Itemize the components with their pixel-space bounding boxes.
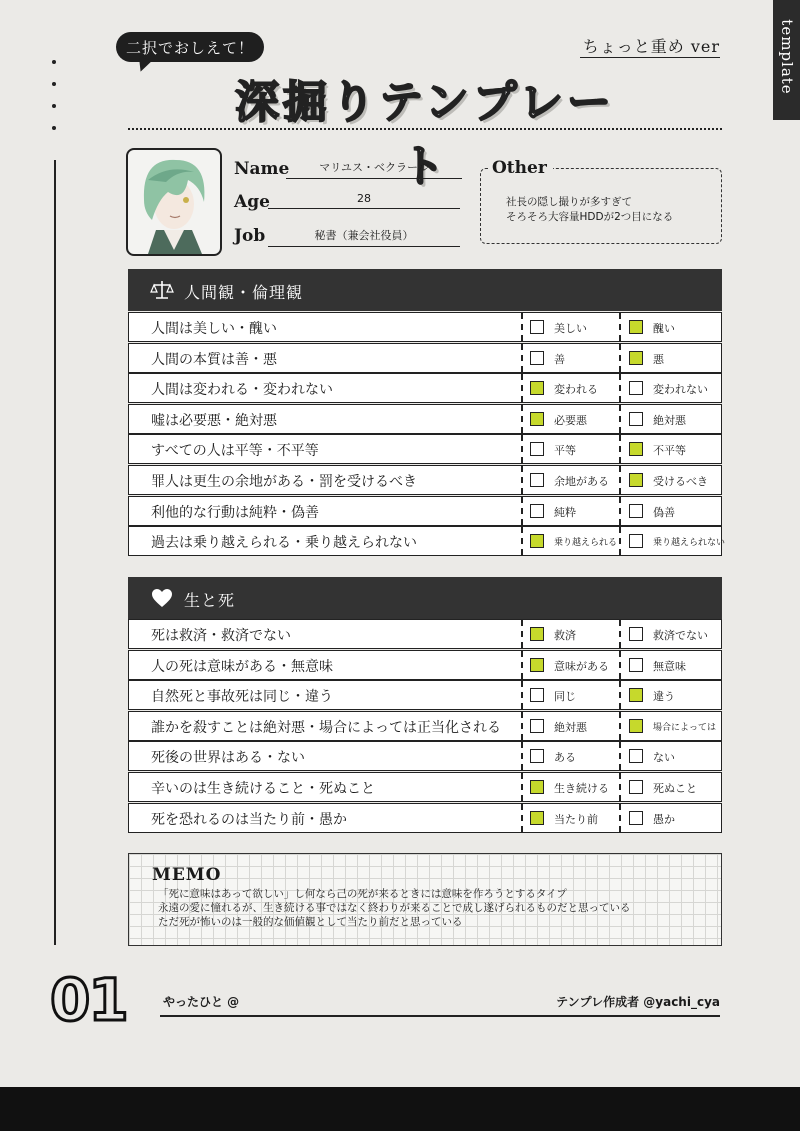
question-text: すべての人は平等・不平等 <box>151 443 319 460</box>
heart-icon <box>150 586 174 610</box>
question-text: 死は救済・救済でない <box>151 628 291 644</box>
question-row <box>128 343 722 373</box>
question-row <box>128 711 722 741</box>
section-title: 人間観・倫理観 <box>184 283 304 302</box>
row-divider <box>619 344 621 372</box>
option-a-label: 余地がある <box>554 475 609 488</box>
name-value: マリユス・ベクラール <box>286 159 462 179</box>
checkbox-option-a[interactable] <box>530 351 544 365</box>
option-a-label: 善 <box>554 352 565 366</box>
question-row <box>128 741 722 771</box>
row-divider <box>521 497 523 525</box>
checkbox-option-b[interactable] <box>629 351 643 365</box>
subtitle: ちょっと重め ver <box>582 37 720 56</box>
question-row <box>128 803 722 833</box>
checkbox-option-a[interactable] <box>530 627 544 641</box>
row-divider <box>619 620 621 648</box>
row-divider <box>619 527 621 555</box>
question-text: 自然死と事故死は同じ・違う <box>151 689 333 706</box>
decor-vertical-line <box>54 160 56 945</box>
checkbox-option-b[interactable] <box>629 811 643 825</box>
row-divider <box>619 712 621 740</box>
row-divider <box>521 681 523 709</box>
scales-icon <box>150 278 174 302</box>
section-header-life-death <box>128 577 722 619</box>
checkbox-option-b[interactable] <box>629 381 643 395</box>
other-line: 社長の隠し撮りが多すぎて <box>506 196 632 208</box>
option-b-label: 愚か <box>653 812 675 826</box>
checkbox-option-a[interactable] <box>530 749 544 763</box>
option-b-label: 変われない <box>653 383 708 397</box>
option-a-label: ある <box>554 751 576 765</box>
name-label: Name <box>234 159 290 179</box>
row-divider <box>521 527 523 555</box>
row-divider <box>619 742 621 770</box>
row-divider <box>521 620 523 648</box>
option-b-label: 救済でない <box>653 629 708 642</box>
option-a-label: 必要悪 <box>554 413 587 427</box>
decor-dot <box>52 126 56 130</box>
subtitle-underline <box>580 57 720 58</box>
option-b-label: 受けるべき <box>653 475 708 488</box>
question-row <box>128 312 722 342</box>
row-divider <box>619 374 621 402</box>
question-text: 死後の世界はある・ない <box>151 750 305 767</box>
question-row <box>128 772 722 802</box>
option-b-label: 醜い <box>653 322 675 335</box>
page-number: 01 <box>50 966 127 1034</box>
row-divider <box>521 344 523 372</box>
option-a-label: 絶対悪 <box>554 720 587 734</box>
option-a-label: 乗り越えられる <box>554 538 618 549</box>
decor-dot <box>52 82 56 86</box>
side-tab <box>773 0 800 120</box>
checkbox-option-b[interactable] <box>629 780 643 794</box>
checkbox-option-b[interactable] <box>629 412 643 426</box>
memo-title: MEMO <box>152 865 222 885</box>
row-divider <box>521 651 523 679</box>
row-divider <box>521 804 523 832</box>
memo-line: ただ死が怖いのは一般的な価値観として当たり前だと思っている <box>158 916 463 928</box>
question-row <box>128 434 722 464</box>
section-header-ethics <box>128 269 722 311</box>
footer-creator: テンプレ作成者 @yachi_cya <box>556 995 720 1009</box>
option-a-label: 純粋 <box>554 505 576 519</box>
row-divider <box>619 804 621 832</box>
other-line: そろそろ大容量HDDが2つ目になる <box>506 211 674 223</box>
row-divider <box>619 466 621 494</box>
question-row <box>128 496 722 526</box>
decor-dot <box>52 104 56 108</box>
memo-line: 永遠の愛に憧れるが、生き続ける事ではなく終わりが来ることで成し遂げられるものだと思っている <box>158 902 631 914</box>
checkbox-option-b[interactable] <box>629 749 643 763</box>
job-value: 秘書（兼会社役員） <box>268 227 460 247</box>
option-a-label: 生き続ける <box>554 782 609 795</box>
row-divider <box>619 405 621 433</box>
age-value: 28 <box>268 192 460 209</box>
question-row <box>128 526 726 556</box>
option-a-label: 同じ <box>554 690 576 704</box>
row-divider <box>521 313 523 341</box>
checkbox-option-a[interactable] <box>530 320 544 334</box>
option-b-label: 乗り越えられない <box>653 538 726 549</box>
question-row <box>128 619 722 649</box>
checkbox-option-b[interactable] <box>629 688 643 702</box>
row-divider <box>521 405 523 433</box>
row-divider <box>521 435 523 463</box>
age-label: Age <box>234 192 270 212</box>
question-row <box>128 650 722 680</box>
side-tab-label: template <box>778 19 796 95</box>
question-text: 人間は美しい・醜い <box>151 321 277 337</box>
checkbox-option-b[interactable] <box>629 658 643 672</box>
question-text: 罪人は更生の余地がある・罰を受けるべき <box>151 474 417 490</box>
option-a-label: 当たり前 <box>554 812 598 826</box>
row-divider <box>521 773 523 801</box>
checkbox-option-a[interactable] <box>530 442 544 456</box>
question-row <box>128 404 722 434</box>
checkbox-option-b[interactable] <box>629 627 643 641</box>
row-divider <box>619 681 621 709</box>
question-text: 死を恐れるのは当たり前・愚か <box>151 811 347 828</box>
question-row <box>128 465 722 495</box>
question-row <box>128 680 722 710</box>
checkbox-option-b[interactable] <box>629 442 643 456</box>
row-divider <box>619 773 621 801</box>
checkbox-option-b[interactable] <box>629 719 643 733</box>
question-text: 誰かを殺すことは絶対悪・場合によっては正当化される <box>151 719 501 736</box>
section-title: 生と死 <box>184 591 236 610</box>
option-a-label: 美しい <box>554 322 587 335</box>
checkbox-option-a[interactable] <box>530 719 544 733</box>
row-divider <box>619 313 621 341</box>
option-a-label: 変われる <box>554 383 598 397</box>
footer-line <box>160 1015 720 1017</box>
option-b-label: 場合によっては <box>653 722 717 733</box>
option-b-label: 悪 <box>653 352 664 366</box>
option-b-label: 偽善 <box>653 505 675 519</box>
option-a-label: 意味がある <box>554 659 609 673</box>
memo-text <box>158 887 631 929</box>
other-text <box>506 195 673 225</box>
option-b-label: 不平等 <box>653 444 686 458</box>
row-divider <box>521 466 523 494</box>
option-a-label: 救済 <box>554 629 576 642</box>
avatar <box>126 148 222 256</box>
question-text: 人間の本質は善・悪 <box>151 351 277 368</box>
bottom-bar <box>0 1087 800 1131</box>
footer-author: やったひと @ <box>163 995 240 1009</box>
checkbox-option-b[interactable] <box>629 320 643 334</box>
row-divider <box>619 497 621 525</box>
question-text: 辛いのは生き続けること・死ぬこと <box>151 781 375 797</box>
question-text: 過去は乗り越えられる・乗り越えられない <box>151 535 417 552</box>
option-b-label: 絶対悪 <box>653 413 686 427</box>
row-divider <box>521 742 523 770</box>
checkbox-option-b[interactable] <box>629 504 643 518</box>
question-row <box>128 373 722 403</box>
row-divider <box>619 651 621 679</box>
checkbox-option-a[interactable] <box>530 811 544 825</box>
checkbox-option-a[interactable] <box>530 412 544 426</box>
memo-line: 「死に意味はあって欲しい」し何なら己の死が来るときには意味を作ろうとするタイプ <box>158 888 567 900</box>
option-b-label: 死ぬこと <box>653 782 697 795</box>
page-title: 深掘りテンプレート <box>234 77 616 192</box>
other-label: Other <box>488 158 553 178</box>
checkbox-option-b[interactable] <box>629 534 643 548</box>
bubble-text: 二択でおしえて！ <box>125 38 254 57</box>
checkbox-option-a[interactable] <box>530 780 544 794</box>
option-b-label: 違う <box>653 690 675 704</box>
option-b-label: ない <box>653 751 675 765</box>
question-text: 利他的な行動は純粋・偽善 <box>151 504 319 521</box>
option-a-label: 平等 <box>554 444 576 458</box>
question-text: 嘘は必要悪・絶対悪 <box>151 412 277 429</box>
question-text: 人の死は意味がある・無意味 <box>151 658 333 675</box>
row-divider <box>521 374 523 402</box>
checkbox-option-a[interactable] <box>530 658 544 672</box>
row-divider <box>619 435 621 463</box>
row-divider <box>521 712 523 740</box>
title-divider <box>128 128 722 130</box>
option-b-label: 無意味 <box>653 659 686 673</box>
checkbox-option-a[interactable] <box>530 534 544 548</box>
checkbox-option-b[interactable] <box>629 473 643 487</box>
checkbox-option-a[interactable] <box>530 688 544 702</box>
checkbox-option-a[interactable] <box>530 473 544 487</box>
job-label: Job <box>234 226 266 246</box>
checkbox-option-a[interactable] <box>530 381 544 395</box>
checkbox-option-a[interactable] <box>530 504 544 518</box>
decor-dot <box>52 60 56 64</box>
question-text: 人間は変われる・変われない <box>151 382 333 399</box>
